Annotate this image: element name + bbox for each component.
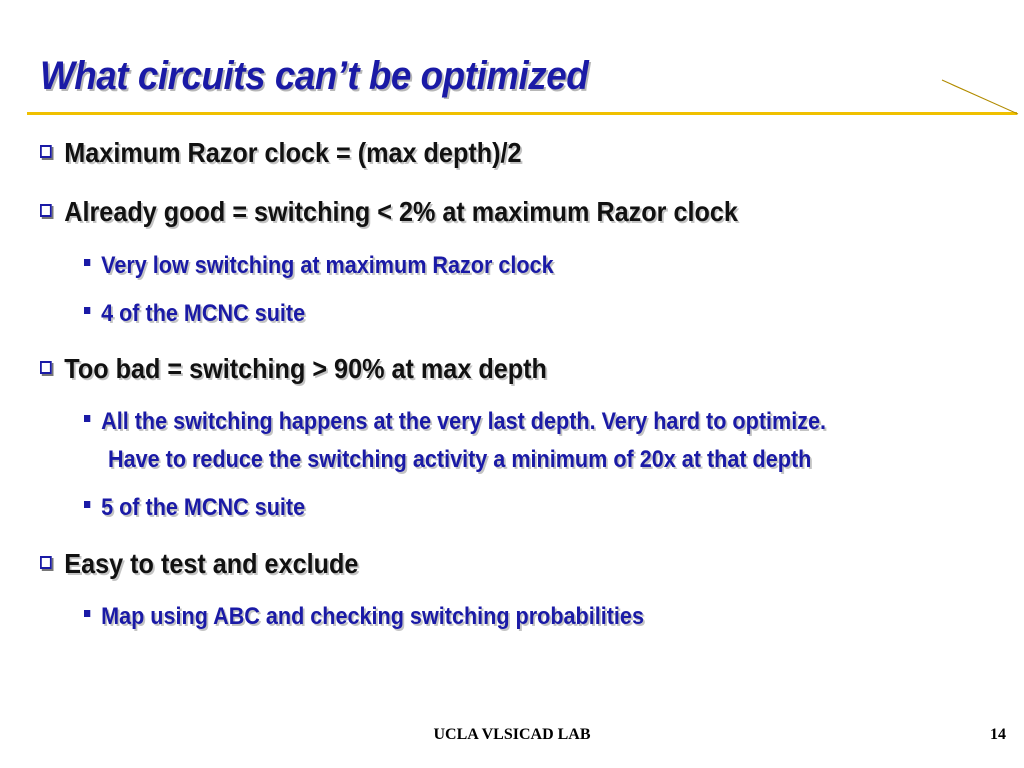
bullet-text: Already good = switching < 2% at maximum Razor clock [64,196,738,227]
bullet-text: Maximum Razor clock = (max depth)/2 [64,137,522,168]
subbullet-text: 4 of the MCNC suite [101,300,306,327]
footer-lab-name: UCLA VLSICAD LAB [433,726,591,743]
hollow-square-bullet-icon [40,556,52,569]
filled-square-bullet-icon [84,307,90,314]
subbullet-text: 5 of the MCNC suite [101,494,306,521]
bullet-easy-to-test [40,548,358,580]
subbullet-4-of-mcnc [84,300,305,328]
subbullet-all-switching [84,408,826,436]
filled-square-bullet-icon [84,259,90,266]
bullet-already-good [40,196,738,228]
slide-title: What circuits can’t be optimized [40,54,589,98]
hollow-square-bullet-icon [40,361,52,374]
bullet-too-bad [40,353,547,385]
subbullet-5-of-mcnc [84,494,305,522]
subbullet-text: Very low switching at maximum Razor clock [101,252,554,279]
bullet-max-razor-clock [40,137,522,169]
subbullet-text: Have to reduce the switching activity a minimum of 20x at that depth [108,446,812,473]
hollow-square-bullet-icon [40,204,52,217]
page-number: 14 [990,726,1006,743]
filled-square-bullet-icon [84,610,90,617]
yellow-arrow-logo-icon [940,74,1020,116]
subbullet-all-switching-continuation [108,446,811,474]
subbullet-very-low-switching [84,252,554,280]
subbullet-text: All the switching happens at the very last depth. Very hard to optimize. [101,408,827,435]
bullet-text: Too bad = switching > 90% at max depth [64,353,547,384]
filled-square-bullet-icon [84,501,90,508]
bullet-text: Easy to test and exclude [64,548,359,579]
subbullet-map-using-abc [84,603,644,631]
hollow-square-bullet-icon [40,145,52,158]
title-underline [27,112,1017,115]
filled-square-bullet-icon [84,415,90,422]
subbullet-text: Map using ABC and checking switching probabilities [101,603,644,630]
